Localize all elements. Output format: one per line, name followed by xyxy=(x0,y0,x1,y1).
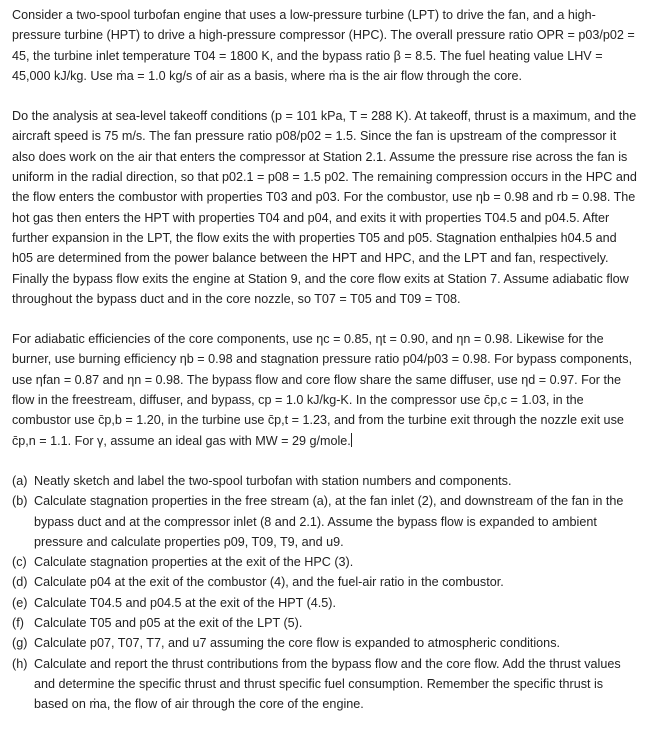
part-label: (h) xyxy=(12,656,28,671)
part-label: (c) xyxy=(12,555,27,570)
list-item xyxy=(12,593,637,613)
part-text: Calculate stagnation properties in the free stream (a), at the fan inlet (2), and downstream of the fan in the bypass duct and at the compressor inlet (8 and 2.1). Assume the bypass flow is expanded to ambient pressure and calculate properties p09, T09, T9, and u9. xyxy=(34,494,624,549)
efficiencies-text: For adiabatic efficiencies of the core components, use ηc = 0.85, ηt = 0.90, and ηn = 0.98. Likewise for the burner, use burning efficiency ηb = 0.98 and stagnation pressure ratio p04/p03 = 0.98. For bypass components, use ηfan = 0.87 and ηn = 0.98. The bypass flow and core flow share the same diffuser, use ηd = 0.97. For the flow in the freestream, diffuser, and bypass, cp = 1.0 kJ/kg-K. In the compressor use c̄p,c = 1.03, in the combustor use c̄p,b = 1.20, in the turbine use c̄p,t = 1.23, and from the turbine exit through the nozzle exit use c̄p,n = 1.1. For γ, assume an ideal gas with MW = 29 g/mole. xyxy=(12,332,633,448)
list-item xyxy=(12,491,637,552)
part-label: (a) xyxy=(12,473,28,488)
question-list xyxy=(12,471,637,715)
part-text: Calculate and report the thrust contributions from the bypass flow and the core flow. Add the thrust values and determine the specific thrust and thrust specific fuel consumption. Remember the specific thrust is based on ṁa, the flow of air through the core of the engine. xyxy=(34,656,621,712)
conditions-paragraph: Do the analysis at sea-level takeoff conditions (p = 101 kPa, T = 288 K). At takeoff, thrust is a maximum, and the aircraft speed is 75 m/s. The fan pressure ratio p08/p02 = 1.5. Since the fan is upstream of the compressor it also does work on the air that enters the compressor at Station 2.1. Assume the pressure rise across the fan is uniform in the radial direction, so that p02.1 = p08 = 1.5 p02. The remaining compression occurs in the HPC and the flow enters the combustor with properties T03 and p03. For the combustor, use ηb = 0.98 and rb = 0.98. The hot gas then enters the HPT with properties T04 and p04, and exits it with properties T04.5 and p04.5. After further expansion in the LPT, the flow exits the with properties T05 and p05. Stagnation enthalpies h04.5 and h05 are determined from the power balance between the HPT and HPC, and the LPT and fan, respectively. Finally the bypass flow exits the engine at Station 9, and the core flow exits at Station 7. Assume adiabatic flow throughout the bypass duct and in the core nozzle, so T07 = T05 and T09 = T08. xyxy=(12,109,637,306)
list-item xyxy=(12,654,637,715)
list-item xyxy=(12,572,637,592)
list-item xyxy=(12,633,637,653)
text-cursor xyxy=(351,433,352,447)
part-label: (e) xyxy=(12,595,28,610)
part-label: (g) xyxy=(12,636,28,651)
part-text: Calculate T04.5 and p04.5 at the exit of the HPT (4.5). xyxy=(34,595,336,610)
part-text: Calculate T05 and p05 at the exit of the LPT (5). xyxy=(34,616,303,631)
list-item xyxy=(12,552,637,572)
part-label: (d) xyxy=(12,575,28,590)
part-label: (b) xyxy=(12,494,28,509)
intro-paragraph: Consider a two-spool turbofan engine that uses a low-pressure turbine (LPT) to drive the fan, and a high-pressure turbine (HPT) to drive a high-pressure compressor (HPC). The overall pressure ratio OPR = p03/p02 = 45, the turbine inlet temperature T04 = 1800 K, and the bypass ratio β = 8.5. The fuel heating value LHV = 45,000 kJ/kg. Use ṁa = 1.0 kg/s of air as a basis, where ṁa is the air flow through the core. xyxy=(12,8,635,83)
part-label: (f) xyxy=(12,616,24,631)
part-text: Calculate p04 at the exit of the combustor (4), and the fuel-air ratio in the combustor. xyxy=(34,575,504,590)
part-text: Calculate stagnation properties at the exit of the HPC (3). xyxy=(34,555,354,570)
efficiencies-paragraph xyxy=(12,329,637,451)
list-item xyxy=(12,613,637,633)
part-text: Neatly sketch and label the two-spool turbofan with station numbers and components. xyxy=(34,473,512,488)
part-text: Calculate p07, T07, T7, and u7 assuming the core flow is expanded to atmospheric conditions. xyxy=(34,636,560,651)
list-item xyxy=(12,471,637,491)
